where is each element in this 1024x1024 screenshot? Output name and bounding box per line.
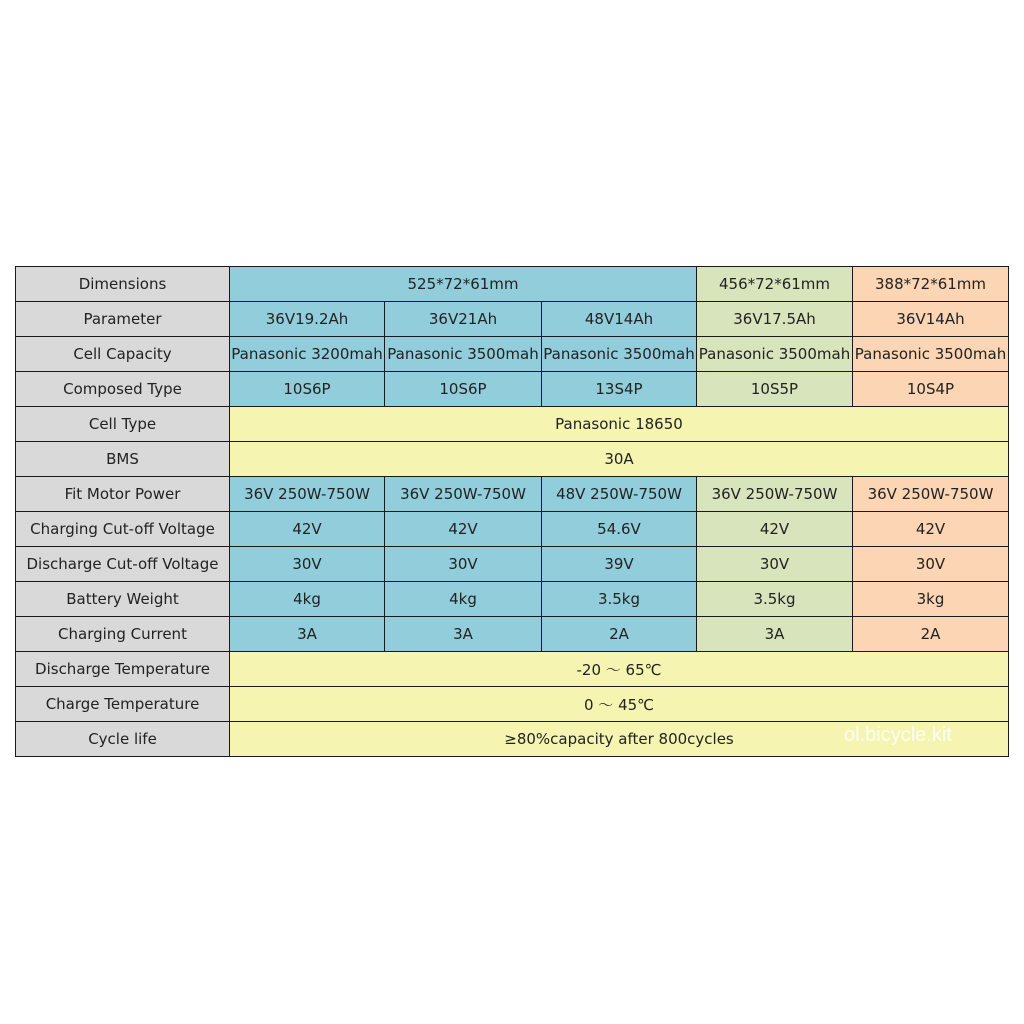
- table-row-composed-type: [16, 372, 1009, 407]
- row-label-discharge-cutoff-voltage: Discharge Cut-off Voltage: [16, 547, 230, 582]
- table-row-charging-cutoff-voltage: [16, 512, 1009, 547]
- table-cell: 4kg: [385, 582, 542, 617]
- table-cell: 3A: [697, 617, 853, 652]
- row-label-cell-capacity: Cell Capacity: [16, 337, 230, 372]
- table-cell: 3A: [385, 617, 542, 652]
- table-cell: 36V 250W-750W: [230, 477, 385, 512]
- table-cell: 36V17.5Ah: [697, 302, 853, 337]
- table-cell: 42V: [230, 512, 385, 547]
- table-cell: 48V 250W-750W: [542, 477, 697, 512]
- row-label-charging-cutoff-voltage: Charging Cut-off Voltage: [16, 512, 230, 547]
- row-label-dimensions: Dimensions: [16, 267, 230, 302]
- table-cell: 36V 250W-750W: [697, 477, 853, 512]
- table-row-bms: [16, 442, 1009, 477]
- table-cell: 13S4P: [542, 372, 697, 407]
- table-cell: 36V14Ah: [853, 302, 1009, 337]
- table-cell: 30V: [230, 547, 385, 582]
- table-cell: 36V 250W-750W: [853, 477, 1009, 512]
- row-label-composed-type: Composed Type: [16, 372, 230, 407]
- row-label-fit-motor-power: Fit Motor Power: [16, 477, 230, 512]
- row-label-charging-current: Charging Current: [16, 617, 230, 652]
- cell-dimensions-388: 388*72*61mm: [853, 267, 1009, 302]
- table-row-dimensions: [16, 267, 1009, 302]
- table-cell: 4kg: [230, 582, 385, 617]
- cell-dimensions-456: 456*72*61mm: [697, 267, 853, 302]
- table-cell: 36V 250W-750W: [385, 477, 542, 512]
- table-cell: 42V: [385, 512, 542, 547]
- table-cell: 54.6V: [542, 512, 697, 547]
- table-row-charging-current: [16, 617, 1009, 652]
- table-cell: 10S6P: [230, 372, 385, 407]
- row-label-bms: BMS: [16, 442, 230, 477]
- table-cell: 2A: [542, 617, 697, 652]
- table-cell: -20 ～ 65℃: [230, 652, 1009, 687]
- row-label-charge-temperature: Charge Temperature: [16, 687, 230, 722]
- table-cell: 3kg: [853, 582, 1009, 617]
- row-label-cycle-life: Cycle life: [16, 722, 230, 757]
- table-row-discharge-temperature: [16, 652, 1009, 687]
- row-label-parameter: Parameter: [16, 302, 230, 337]
- table-cell: 39V: [542, 547, 697, 582]
- table-cell: 30V: [697, 547, 853, 582]
- table-cell: 48V14Ah: [542, 302, 697, 337]
- row-label-discharge-temperature: Discharge Temperature: [16, 652, 230, 687]
- table-row-cell-type: [16, 407, 1009, 442]
- table-cell: 36V19.2Ah: [230, 302, 385, 337]
- table-cell: 3A: [230, 617, 385, 652]
- table-cell: 30A: [230, 442, 1009, 477]
- table-cell: 3.5kg: [542, 582, 697, 617]
- table-row-discharge-cutoff-voltage: [16, 547, 1009, 582]
- table-cell: 30V: [385, 547, 542, 582]
- table-cell: 10S4P: [853, 372, 1009, 407]
- row-label-cell-type: Cell Type: [16, 407, 230, 442]
- table-row-battery-weight: [16, 582, 1009, 617]
- watermark-text: ol.bicycle.kit: [844, 724, 952, 746]
- table-cell: Panasonic 3500mah: [385, 337, 542, 372]
- table-cell: 36V21Ah: [385, 302, 542, 337]
- table-cell: 30V: [853, 547, 1009, 582]
- table-cell: ≥80%capacity after 800cycles: [230, 722, 1009, 757]
- row-label-battery-weight: Battery Weight: [16, 582, 230, 617]
- table-row-cell-capacity: [16, 337, 1009, 372]
- table-cell: 10S6P: [385, 372, 542, 407]
- table-cell: 2A: [853, 617, 1009, 652]
- table-cell: 0 ～ 45℃: [230, 687, 1009, 722]
- table-row-fit-motor-power: [16, 477, 1009, 512]
- table-cell: Panasonic 3500mah: [542, 337, 697, 372]
- battery-spec-table: [15, 266, 1009, 757]
- table-cell: 10S5P: [697, 372, 853, 407]
- table-cell: Panasonic 3500mah: [853, 337, 1009, 372]
- table-cell: Panasonic 3500mah: [697, 337, 853, 372]
- table-cell: Panasonic 3200mah: [230, 337, 385, 372]
- table-row-parameter: [16, 302, 1009, 337]
- table-cell: 3.5kg: [697, 582, 853, 617]
- table-cell: 42V: [697, 512, 853, 547]
- table-row-charge-temperature: [16, 687, 1009, 722]
- table-cell: Panasonic 18650: [230, 407, 1009, 442]
- table-cell: 42V: [853, 512, 1009, 547]
- cell-dimensions-525: 525*72*61mm: [230, 267, 697, 302]
